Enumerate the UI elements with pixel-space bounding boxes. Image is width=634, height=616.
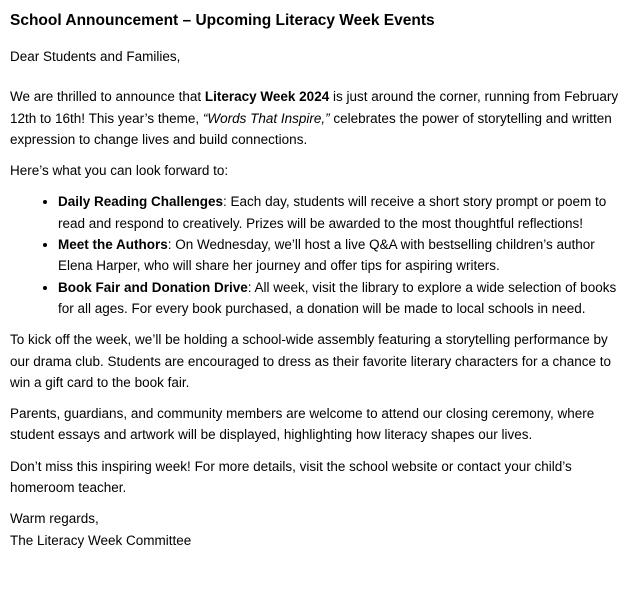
list-item-text: : All week, visit the library to explore a wide selection of books for all ages. For every book purchased, a donation will be made to local schools in need. bbox=[58, 279, 617, 316]
list-item-label: Book Fair and Donation Drive bbox=[58, 279, 248, 295]
intro-paragraph bbox=[10, 86, 626, 150]
events-list bbox=[10, 191, 626, 319]
list-item-text: : Each day, students will receive a short story prompt or poem to read and respond to creatively. Prizes will be awarded to the most thoughtful reflections! bbox=[58, 194, 607, 231]
signature-line: The Literacy Week Committee bbox=[10, 532, 192, 548]
intro-bold-literacy-week: Literacy Week 2024 bbox=[204, 89, 330, 105]
list-item-book-fair bbox=[58, 277, 626, 320]
list-item-meet-authors bbox=[58, 234, 626, 277]
intro-text-post: celebrates the power of storytelling and written expression to change lives and build connections. bbox=[10, 110, 612, 147]
more-details-paragraph: Don’t miss this inspiring week! For more details, visit the school website or contact your child’s homeroom teacher. bbox=[10, 458, 572, 496]
list-item-label: Daily Reading Challenges bbox=[58, 194, 224, 210]
intro-italic-theme: “Words That Inspire,” bbox=[202, 110, 330, 126]
list-lead-in: Here’s what you can look forward to: bbox=[10, 163, 229, 179]
list-item-label: Meet the Authors bbox=[58, 237, 168, 253]
assembly-paragraph: To kick off the week, we’ll be holding a school-wide assembly featuring a storytelling performance by our drama club. Students are encouraged to dress as their favorite literary characters for a chance to win a gift card to the book fair. bbox=[10, 332, 612, 390]
intro-text-pre: We are thrilled to announce that bbox=[10, 89, 205, 105]
signoff-block bbox=[10, 508, 626, 551]
salutation: Dear Students and Families, bbox=[10, 49, 181, 64]
closing-line: Warm regards, bbox=[10, 511, 99, 527]
intro-text-mid: is just around the corner, running from February 12th to 16th! This year’s theme, bbox=[10, 89, 619, 126]
list-item-daily-reading bbox=[58, 191, 626, 234]
closing-ceremony-paragraph: Parents, guardians, and community members are welcome to attend our closing ceremony, where student essays and artwork will be displayed, highlighting how literacy shapes our lives. bbox=[10, 406, 595, 443]
list-item-text: : On Wednesday, we’ll host a live Q&A with bestselling children’s author Elena Harper, who will share her journey and offer tips for aspiring writers. bbox=[58, 237, 595, 274]
document-title: School Announcement – Upcoming Literacy Week Events bbox=[10, 12, 435, 29]
